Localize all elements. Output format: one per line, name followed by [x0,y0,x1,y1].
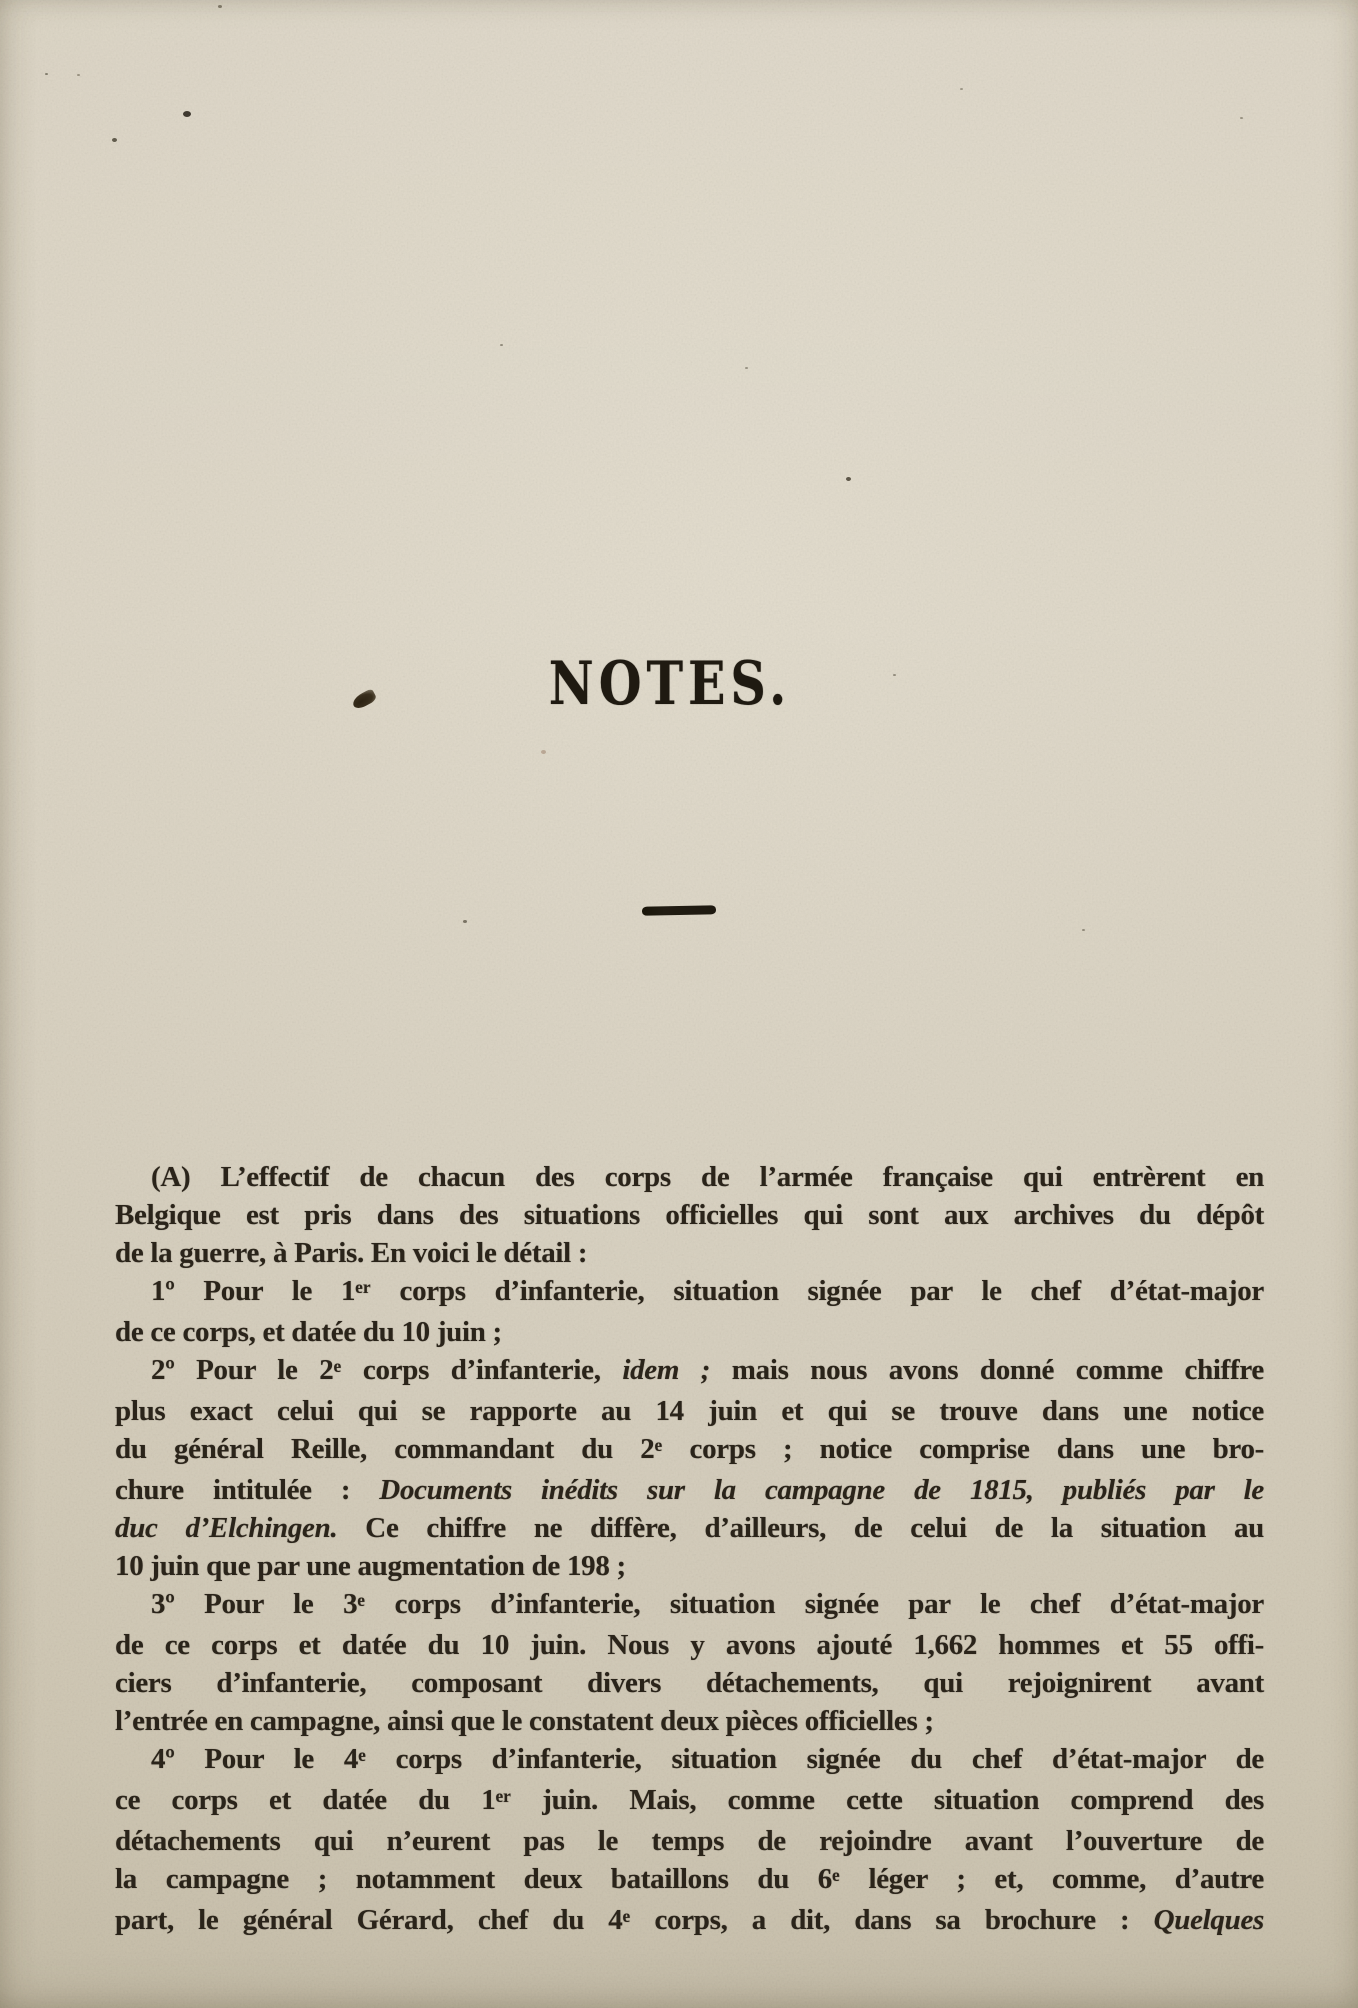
text-segment: de la guerre, à Paris. En voici le détail : [115,1237,588,1269]
text-segment: Belgique est pris dans des situations officielles qui sont aux archives du dépôt [115,1199,1264,1231]
text-line [115,1702,1264,1740]
text-segment: léger ; et, comme, d’autre [839,1863,1264,1895]
text-line [115,1901,1264,1942]
text-line [115,1740,1264,1781]
superscript-segment: e [654,1434,663,1455]
text-line [115,1547,1264,1585]
text-line [115,1509,1264,1547]
paper-speck [500,344,503,346]
text-segment: 2º Pour le 2 [151,1354,334,1386]
italic-text-segment: Documents inédits sur la campagne de 1815, publiés par le [379,1474,1265,1506]
paper-speck [218,5,222,8]
section-divider-rule [642,905,716,916]
notes-text-block [115,1158,1264,1942]
text-line [115,1234,1264,1272]
text-line [115,1822,1264,1860]
superscript-segment: e [622,1905,631,1926]
paper-speck [1082,929,1085,931]
text-segment: chure intitulée : [115,1474,380,1506]
superscript-segment: e [357,1589,366,1610]
text-line [115,1626,1264,1664]
text-segment: corps d’infanterie, [341,1354,623,1386]
text-line [115,1860,1264,1901]
text-line [115,1313,1264,1351]
text-segment: la campagne ; notamment deux bataillons du 6 [115,1863,832,1895]
text-segment: l’entrée en campagne, ainsi que le constatent deux pièces officielles ; [115,1705,934,1737]
text-line [115,1351,1264,1392]
text-line [115,1158,1264,1196]
text-segment: corps d’infanterie, situation signée du chef d’état-major de [365,1743,1264,1775]
text-segment: ce corps et datée du 1 [115,1784,496,1816]
text-line [115,1272,1264,1313]
text-segment: corps d’infanterie, situation signée par le chef d’état-major [365,1588,1265,1620]
superscript-segment: e [831,1864,840,1885]
text-line [115,1664,1264,1702]
text-segment: 1º Pour le 1 [151,1275,356,1307]
paper-speck [463,920,467,923]
text-segment: du général Reille, commandant du 2 [115,1433,655,1465]
text-segment: détachements qui n’eurent pas le temps de rejoindre avant l’ouverture de [115,1825,1264,1857]
text-segment: de ce corps, et datée du 10 juin ; [115,1316,502,1348]
text-segment: Ce chiffre ne diffère, d’ailleurs, de celui de la situation au [337,1512,1264,1544]
text-line [115,1430,1264,1471]
paper-speck [183,111,191,117]
paper-speck [112,138,117,142]
text-segment: 4º Pour le 4 [151,1743,359,1775]
italic-text-segment: duc d’Elchingen. [115,1512,338,1544]
superscript-segment: e [333,1355,342,1376]
page-title: NOTES. [548,649,792,720]
text-segment: corps ; notice comprise dans une bro- [662,1433,1264,1465]
text-segment: de ce corps et datée du 10 juin. Nous y avons ajouté 1,662 hommes et 55 offi- [115,1629,1264,1661]
superscript-segment: er [495,1785,511,1806]
text-line [115,1585,1264,1626]
paper-speck [45,73,48,75]
text-segment: (A) L’effectif de chacun des corps de l’armée française qui entrèrent en [151,1161,1264,1193]
text-segment: plus exact celui qui se rapporte au 14 juin et qui se trouve dans une notice [115,1395,1264,1427]
paper-speck [846,477,851,481]
italic-text-segment: Quelques [1153,1904,1264,1936]
superscript-segment: e [358,1744,366,1765]
text-segment: ciers d’infanterie, composant divers détachements, qui rejoignirent avant [115,1667,1264,1699]
text-line [115,1196,1264,1234]
text-segment: 10 juin que par une augmentation de 198 ; [115,1550,626,1582]
text-segment: corps, a dit, dans sa brochure : [630,1904,1154,1936]
paper-speck [1240,117,1243,119]
paper-speck [745,367,748,369]
text-segment: part, le général Gérard, chef du 4 [115,1904,623,1936]
paper-speck [77,74,80,76]
text-segment: juin. Mais, comme cette situation comprend des [510,1784,1264,1816]
text-segment: 3º Pour le 3 [151,1588,358,1620]
paper-speck [541,750,546,754]
italic-text-segment: idem ; [622,1354,711,1386]
text-line [115,1392,1264,1430]
text-line [115,1471,1264,1509]
text-line [115,1781,1264,1822]
text-segment: mais nous avons donné comme chiffre [710,1354,1265,1386]
superscript-segment: er [355,1276,371,1297]
paper-speck [960,88,963,90]
text-segment: corps d’infanterie, situation signée par le chef d’état-major [370,1275,1264,1307]
